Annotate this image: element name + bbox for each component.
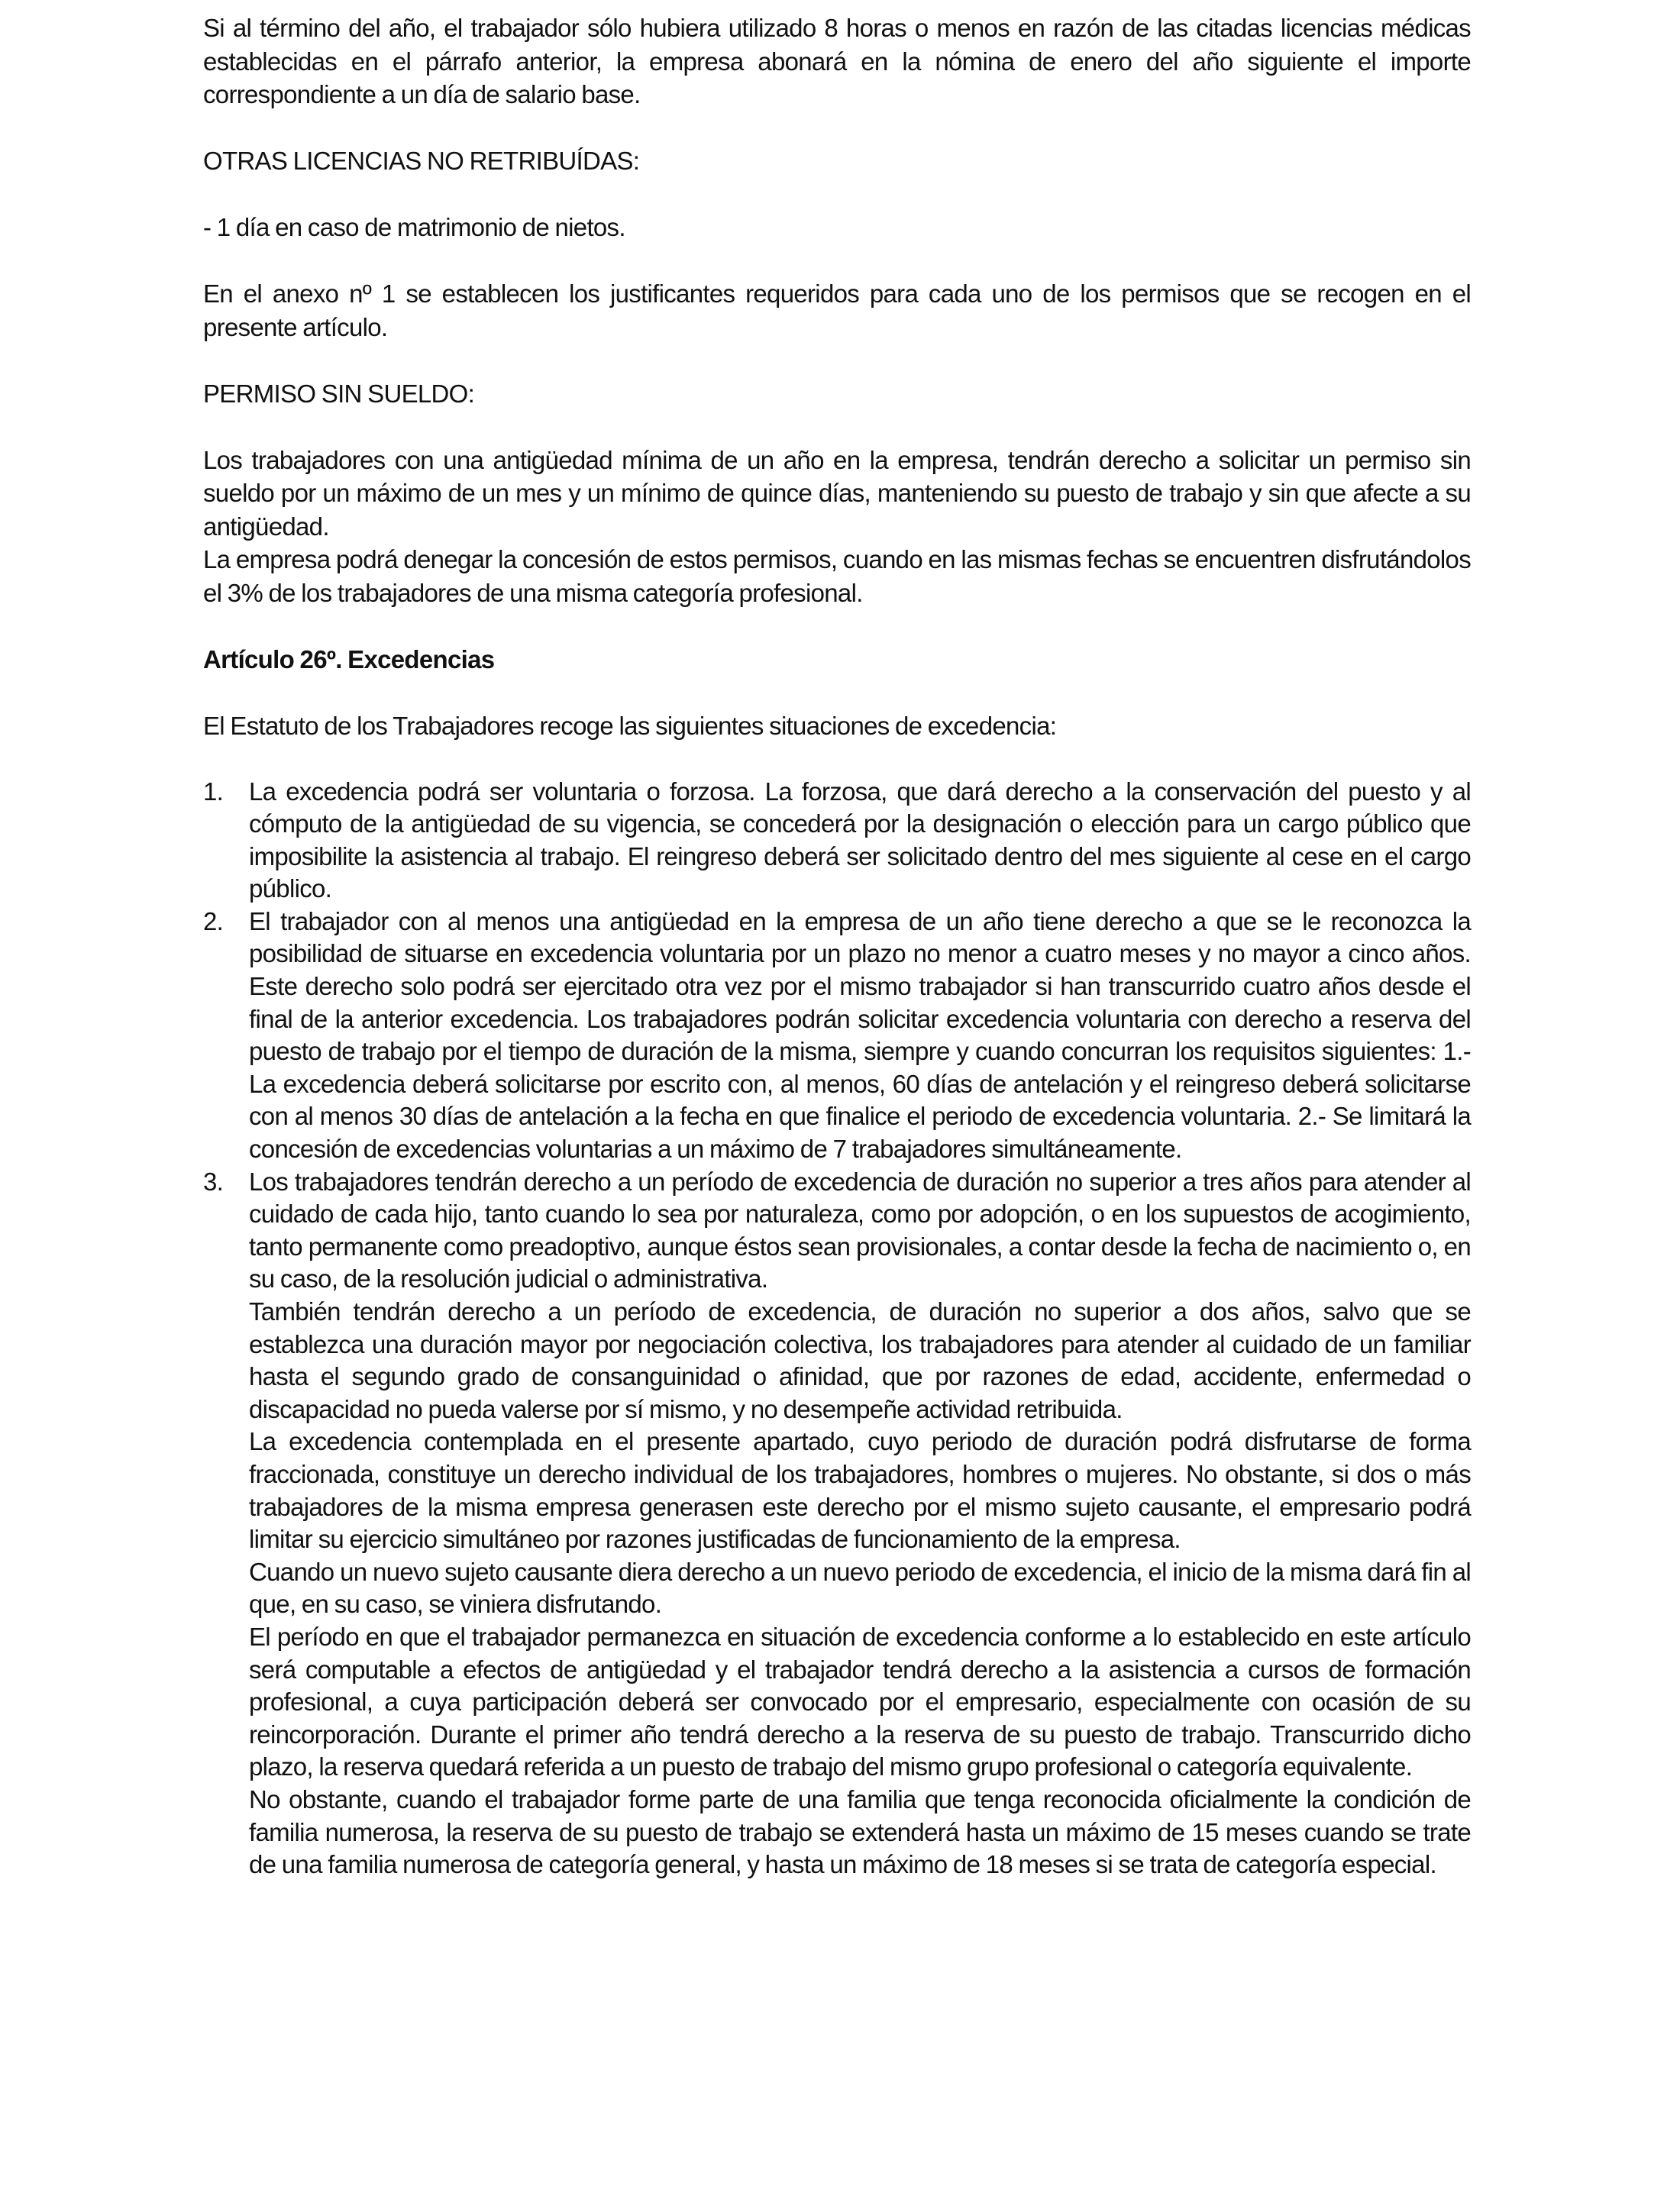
list-paragraph: Cuando un nuevo sujeto causante diera derecho a un nuevo periodo de excedencia, el inicio de la misma dará fin al que, en su caso, se viniera disfrutando. xyxy=(249,1557,1471,1619)
list-item xyxy=(203,906,1471,1166)
permiso-section xyxy=(203,444,1471,610)
list-paragraph: El período en que el trabajador permanezca en situación de excedencia conforme a lo establecido en este artículo será computable a efectos de antigüedad y el trabajador tendrá derecho a la asistencia a cursos de formación profesional, a cuya participación deberá ser convocado por el empresario, especialmente con ocasión de su reincorporación. Durante el primer año tendrá derecho a la reserva de su puesto de trabajo. Transcurrido dicho plazo, la reserva quedará referida a un puesto de trabajo del mismo grupo profesional o categoría equivalente. xyxy=(249,1622,1471,1781)
list-number: 1. xyxy=(203,777,224,806)
paragraph-permiso-1: Los trabajadores con una antigüedad mínima de un año en la empresa, tendrán derecho a solicitar un permiso sin sueldo por un máximo de un mes y un mínimo de quince días, manteniendo su puesto de trabajo y sin que afecte a su antigüedad. xyxy=(203,445,1471,541)
list-paragraph: También tendrán derecho a un período de excedencia, de duración no superior a dos años, salvo que se establezca una duración mayor por negociación colectiva, los trabajadores para atender al cuidado de un familiar hasta el segundo grado de consanguinidad o afinidad, que por razones de edad, accidente, enfermedad o discapacidad no pueda valerse por sí mismo, y no desempeñe actividad retribuida. xyxy=(249,1297,1471,1423)
document-page xyxy=(203,11,1471,1881)
list-paragraph: El trabajador con al menos una antigüedad en la empresa de un año tiene derecho a que se le reconozca la posibilidad de situarse en excedencia voluntaria por un plazo no menor a cuatro meses y no mayor a cinco años. Este derecho solo podrá ser ejercitado otra vez por el mismo trabajador si han transcurrido cuatro años desde el final de la anterior excedencia. Los trabajadores podrán solicitar excedencia voluntaria con derecho a reserva del puesto de trabajo por el tiempo de duración de la misma, siempre y cuando concurran los requisitos siguientes: 1.- La excedencia deberá solicitarse por escrito con, al menos, 60 días de antelación y el reingreso deberá solicitarse con al menos 30 días de antelación a la fecha en que finalice el periodo de excedencia voluntaria. 2.- Se limitará la concesión de excedencias voluntarias a un máximo de 7 trabajadores simultáneamente. xyxy=(249,906,1471,1164)
list-item xyxy=(203,776,1471,906)
list-number: 3. xyxy=(203,1167,224,1196)
list-item xyxy=(203,1166,1471,1881)
paragraph-matrimonio-nietos: - 1 día en caso de matrimonio de nietos. xyxy=(203,213,625,241)
paragraph-year-end-payment: Si al término del año, el trabajador sólo hubiera utilizado 8 horas o menos en razón de las citadas licencias médicas establecidas en el párrafo anterior, la empresa abonará en la nómina de enero del año siguiente el importe correspondiente a un día de salario base. xyxy=(203,14,1471,108)
excedencias-list xyxy=(203,776,1471,1881)
article-heading: Artículo 26º. Excedencias xyxy=(203,644,495,673)
list-paragraph: Los trabajadores tendrán derecho a un período de excedencia de duración no superior a tres años para atender al cuidado de cada hijo, tanto cuando lo sea por naturaleza, como por adopción, o en los supuestos de acogimiento, tanto permanente como preadoptivo, aunque éstos sean provisionales, a contar desde la fecha de nacimiento o, en su caso, de la resolución judicial o administrativa. xyxy=(249,1167,1471,1294)
paragraph-anexo: En el anexo nº 1 se establecen los justificantes requeridos para cada uno de los permisos que se recogen en el presente artículo. xyxy=(203,279,1471,341)
heading-permiso-sin-sueldo: PERMISO SIN SUELDO: xyxy=(203,379,475,408)
list-paragraph: No obstante, cuando el trabajador forme parte de una familia que tenga reconocida oficialmente la condición de familia numerosa, la reserva de su puesto de trabajo se extenderá hasta un máximo de 15 meses cuando se trate de una familia numerosa de categoría general, y hasta un máximo de 18 meses si se trata de categoría especial. xyxy=(249,1784,1471,1879)
list-paragraph: La excedencia podrá ser voluntaria o forzosa. La forzosa, que dará derecho a la conservación del puesto y al cómputo de la antigüedad de su vigencia, se concederá por la designación o elección para un cargo público que imposibilite la asistencia al trabajo. El reingreso deberá ser solicitado dentro del mes siguiente al cese en el cargo público. xyxy=(249,777,1471,903)
heading-otras-licencias: OTRAS LICENCIAS NO RETRIBUÍDAS: xyxy=(203,147,640,175)
list-paragraph: La excedencia contemplada en el presente apartado, cuyo periodo de duración podrá disfrutarse de forma fraccionada, constituye un derecho individual de los trabajadores, hombres o mujeres. No obstante, si dos o más trabajadores de la misma empresa generasen este derecho por el mismo sujeto causante, el empresario podrá limitar su ejercicio simultáneo por razones justificadas de funcionamiento de la empresa. xyxy=(249,1427,1471,1554)
paragraph-intro: El Estatuto de los Trabajadores recoge las siguientes situaciones de excedencia: xyxy=(203,711,1057,740)
paragraph-permiso-2: La empresa podrá denegar la concesión de estos permisos, cuando en las mismas fechas se encuentren disfrutándolos el 3% de los trabajadores de una misma categoría profesional. xyxy=(203,545,1471,607)
list-number: 2. xyxy=(203,906,224,935)
